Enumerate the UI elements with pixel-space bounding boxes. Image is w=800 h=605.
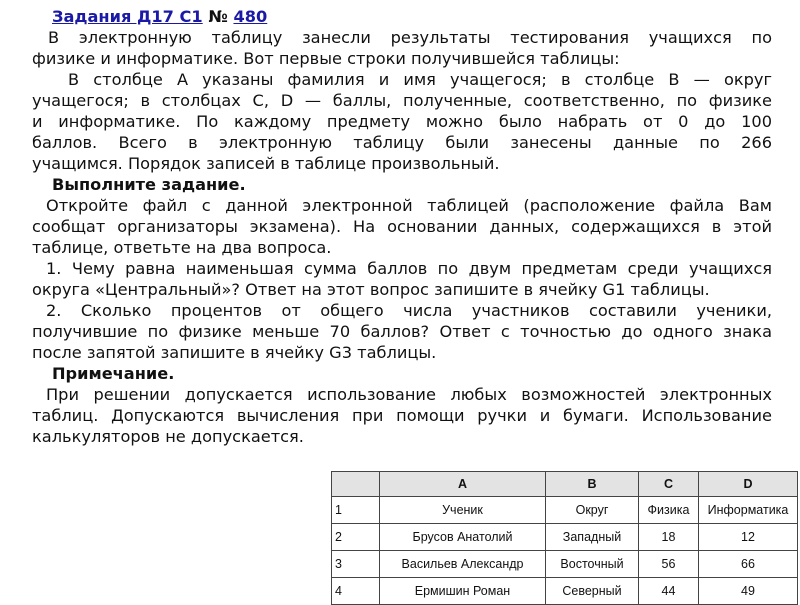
table-row	[332, 551, 798, 578]
number-sign: №	[208, 7, 228, 26]
note-line-1: При решении допускается использование любых возможностей электронных	[46, 385, 772, 404]
note-heading: Примечание.	[52, 364, 175, 383]
cell-student: Ермишин Роман	[380, 578, 546, 605]
question-2-line-3: после запятой запишите в ячейку G3 таблицы.	[32, 343, 437, 362]
row-number: 1	[332, 497, 380, 524]
cell-student: Ученик	[380, 497, 546, 524]
cell-physics: 44	[639, 578, 699, 605]
intro-line-2: физике и информатике. Вот первые строки получившейся таблицы:	[32, 49, 620, 68]
table-row	[332, 524, 798, 551]
cell-physics: Физика	[639, 497, 699, 524]
cell-district: Северный	[546, 578, 639, 605]
column-header-d: D	[699, 472, 798, 497]
task-category-link[interactable]: Задания Д17 С1	[52, 7, 203, 26]
cell-informatics: 49	[699, 578, 798, 605]
open-file-line-3: таблице, ответьте на два вопроса.	[32, 238, 332, 257]
question-2-line-2: получившие по физике меньше 70 баллов? Ответ с точностью до одного знака	[32, 322, 772, 341]
desc-line-4: баллов. Всего в электронную таблицу были занесены данные по 266	[32, 133, 772, 152]
cell-district: Западный	[546, 524, 639, 551]
column-header-b: B	[546, 472, 639, 497]
column-header-a: A	[380, 472, 546, 497]
open-file-line-1: Откройте файл с данной электронной таблицей (расположение файла Вам	[46, 196, 772, 215]
desc-line-2: учащегося; в столбцах C, D — баллы, полученные, соответственно, по физике	[32, 91, 772, 110]
intro-line-1: В электронную таблицу занесли результаты тестирования учащихся по	[48, 28, 772, 47]
row-number: 4	[332, 578, 380, 605]
cell-student: Васильев Александр	[380, 551, 546, 578]
cell-student: Брусов Анатолий	[380, 524, 546, 551]
table-row	[332, 497, 798, 524]
row-number: 3	[332, 551, 380, 578]
cell-district: Округ	[546, 497, 639, 524]
cell-physics: 18	[639, 524, 699, 551]
spreadsheet-preview	[331, 471, 798, 605]
desc-line-1: В столбце A указаны фамилия и имя учащегося; в столбце B — округ	[68, 70, 772, 89]
task-title	[52, 6, 792, 27]
cell-district: Восточный	[546, 551, 639, 578]
column-header-row	[332, 472, 798, 497]
question-1-line-1: 1. Чему равна наименьшая сумма баллов по двум предметам среди учащихся	[46, 259, 772, 278]
cell-physics: 56	[639, 551, 699, 578]
task-heading: Выполните задание.	[52, 175, 246, 194]
question-1-line-2: округа «Центральный»? Ответ на этот вопрос запишите в ячейку G1 таблицы.	[32, 280, 710, 299]
note-line-2: таблиц. Допускаются вычисления при помощи ручки и бумаги. Использование	[32, 406, 772, 425]
desc-line-5: учащимся. Порядок записей в таблице произвольный.	[32, 154, 500, 173]
row-number: 2	[332, 524, 380, 551]
cell-informatics: Информатика	[699, 497, 798, 524]
column-header-c: C	[639, 472, 699, 497]
cell-informatics: 66	[699, 551, 798, 578]
desc-line-3: и информатике. По каждому предмету можно было набрать от 0 до 100	[32, 112, 772, 131]
note-line-3: калькуляторов не допускается.	[32, 427, 304, 446]
table-row	[332, 578, 798, 605]
cell-informatics: 12	[699, 524, 798, 551]
question-2-line-1: 2. Сколько процентов от общего числа участников составили ученики,	[46, 301, 772, 320]
open-file-line-2: сообщат организаторы экзамена). На основании данных, содержащихся в этой	[32, 217, 772, 236]
corner-cell	[332, 472, 380, 497]
task-number-link[interactable]: 480	[233, 7, 268, 26]
